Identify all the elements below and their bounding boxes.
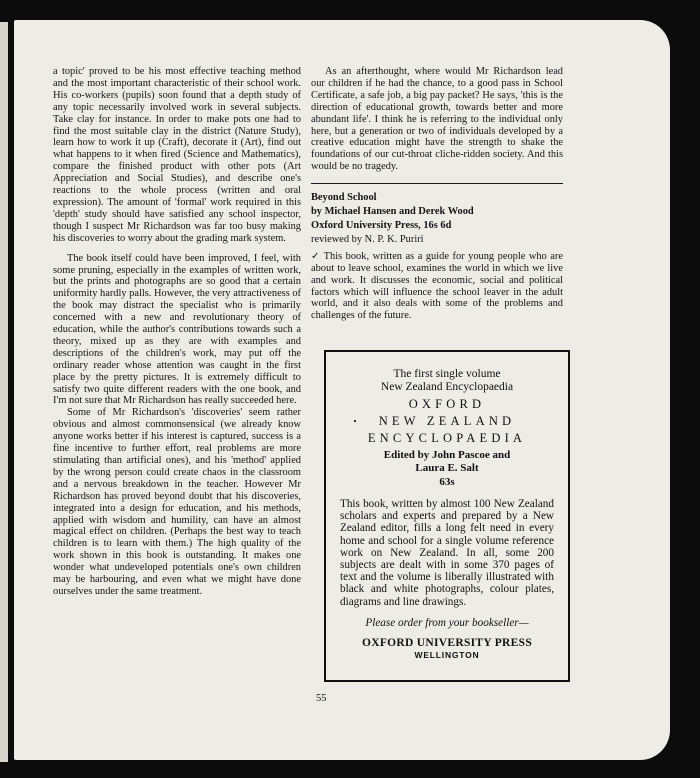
ad-title-encyclopaedia: ENCYCLOPAEDIA (367, 431, 527, 445)
review-body (311, 251, 563, 322)
review-title: Beyond School (311, 192, 377, 204)
review-reviewer: reviewed by N. P. K. Puriri (311, 233, 424, 245)
ad-body-text: This book, written by almost 100 New Zealand scholars and experts and prepared by a New Zealand editor, fills a long felt need in every home and school for a single volume reference work on New Zealand. In all, some 200 subjects are dealt with in some 370 pages of text and the volume is liberally illustrated with black and white photographs, colour plates, diagrams and line drawings. (340, 498, 554, 608)
review-publisher: Oxford University Press, 16s 6d (311, 219, 452, 231)
ad-price: 63s (439, 476, 455, 488)
page-number: 55 (316, 693, 327, 704)
encyclopaedia-advertisement (324, 350, 570, 682)
ad-city: WELLINGTON (414, 649, 480, 660)
left-text-column (53, 66, 301, 598)
paragraph: As an afterthought, where would Mr Richardson lead our children if he had the chance, to a good pass in School Certificate, a safe job, a big pay packet? He says, 'this is the direction of educational growth, towards better and more abundant life'. I think he is referring to the individual only here, but a generation or two of individuals developed by a creative education might have the strength to shake the foundations of our cut-throat cliche-ridden society. And this would be no tragedy. (311, 66, 563, 173)
paragraph: Some of Mr Richardson's 'discoveries' seem rather obvious and almost commonsensical (we already know anyone works better if his interest is captured, success is a fine incentive to further effort, real problems are more stimulating than artificial ones), and his 'method' applied by the wrong person could create chaos in the classroom and a nervous breakdown in the teacher. However Mr Richardson has proved beyond doubt that his discoveries, integrated into a design for education, and his methods, applied with wisdom and humility, can have an almost magical effect on children. (Perhaps the best way to teach children is to learn with them.) The high quality of the work shown in this book is outstanding. It makes one wonder what undeveloped potentials one's own children may be harbouring, and even what we might have done ourselves under the same treatment. (53, 407, 301, 597)
ad-editors-line-2: Laura E. Salt (415, 461, 479, 474)
paragraph: a topic' proved to be his most effective teaching method and the most important characteristic of their school work. His co-workers (pupils) soon found that a depth study of any topic necessarily involved work in several subjects. Take clay for instance. In order to make pots one had to find the most suitable clay in the district (Nature Study), learn how to work it up (Craft), decorate it (Art), find out what happens to it when fired (Science and Mathematics), compare the finished product with other pots (Art Appreciation and Social Studies), and describe one's reactions to the whole process (written and oral expression). The amount of 'formal' work required in this 'depth' study should have satisfied any school inspector, though I suspect Mr Richardson was far too busy making his discoveries to worry about the grading mark system. (53, 66, 301, 244)
print-speck (354, 420, 356, 422)
right-text-column (311, 66, 563, 322)
ad-publisher: OXFORD UNIVERSITY PRESS (361, 636, 533, 649)
ad-second-line: New Zealand Encyclopaedia (380, 381, 514, 393)
tick-mark: ✓ (311, 250, 321, 262)
review-authors: by Michael Hansen and Derek Wood (311, 206, 474, 218)
ad-order-note: Please order from your bookseller— (365, 616, 529, 629)
ad-first-line: The first single volume (393, 368, 501, 380)
ad-editors-line-1: Edited by John Pascoe and (383, 449, 511, 461)
section-divider (311, 183, 563, 184)
adjacent-page-edge (0, 22, 8, 762)
ad-title-oxford: OXFORD (408, 397, 486, 411)
paragraph: The book itself could have been improved, I feel, with some pruning, especially in the examples of written work, but the prints and photographs are so good that a certain uniformity hardly palls. However, the very attractiveness of the book may distract the specialist who is primarily concerned with a new and revolutionary theory of education, while the author's contributions towards such a theory, mixed up as they are with examples and descriptions of the children's work, may put off the ordinary reader whose attention was caught in the first place by the pretty pictures. It is extremely difficult to satisfy two quite different readers with the one book, and I'm not sure that Mr Richardson has really succeeded here. (53, 252, 302, 407)
ad-title-new-zealand: NEW ZEALAND (378, 414, 516, 428)
review-body-text: This book, written as a guide for young people who are about to leave school, examines the world in which we live and work. It discusses the economic, social and political factors which will influence the school leaver in the adult world, and it also deals with some of the problems and challenges of the future. (311, 250, 563, 322)
